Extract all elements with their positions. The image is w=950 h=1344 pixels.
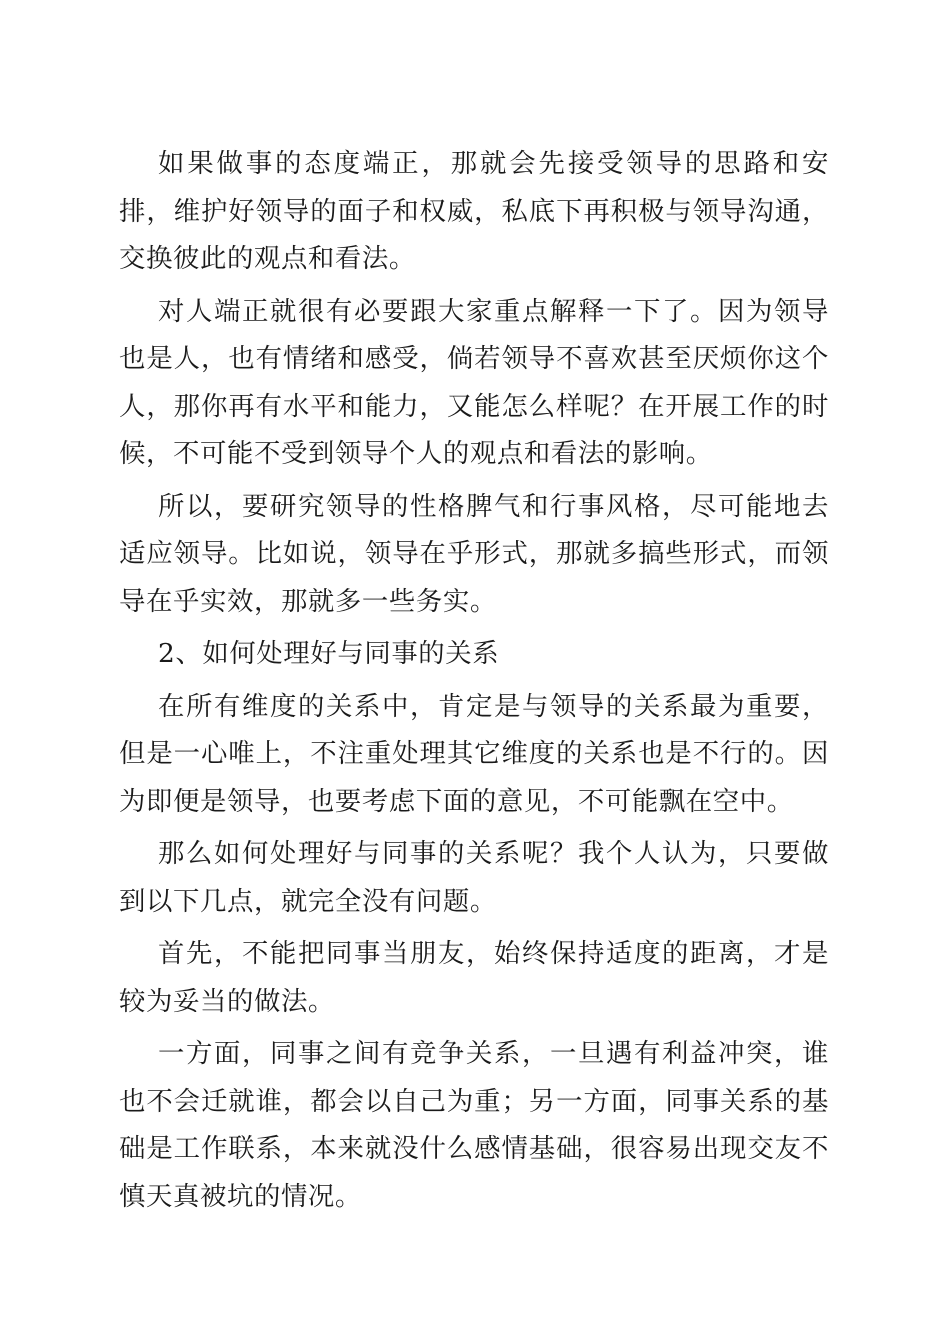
document-body: [119, 140, 829, 1225]
paragraph-6: 首先，不能把同事当朋友，始终保持适度的距离，才是较为妥当的做法。: [119, 938, 829, 1017]
paragraph-7: 一方面，同事之间有竞争关系，一旦遇有利益冲突，谁也不会迁就谁，都会以自己为重；另一方面，同事关系的基础是工作联系，本来就没什么感情基础，很容易出现交友不慎天真被坑的情况。: [119, 1038, 829, 1212]
section-heading: 2、如何处理好与同事的关系: [158, 638, 500, 669]
paragraph-1: 如果做事的态度端正，那就会先接受领导的思路和安排，维护好领导的面子和权威，私底下再积极与领导沟通，交换彼此的观点和看法。: [119, 148, 829, 274]
paragraph-5: 那么如何处理好与同事的关系呢？我个人认为，只要做到以下几点，就完全没有问题。: [119, 838, 829, 917]
paragraph-2: 对人端正就很有必要跟大家重点解释一下了。因为领导也是人，也有情绪和感受，倘若领导不喜欢甚至厌烦你这个人，那你再有水平和能力，又能怎么样呢？在开展工作的时候，不可能不受到领导个人的观点和看法的影响。: [119, 295, 829, 469]
paragraph-4: 在所有维度的关系中，肯定是与领导的关系最为重要，但是一心唯上，不注重处理其它维度的关系也是不行的。因为即便是领导，也要考虑下面的意见，不可能飘在空中。: [119, 690, 829, 817]
paragraph-3: 所以，要研究领导的性格脾气和行事风格，尽可能地去适应领导。比如说，领导在乎形式，那就多搞些形式，而领导在乎实效，那就多一些务实。: [119, 490, 829, 617]
